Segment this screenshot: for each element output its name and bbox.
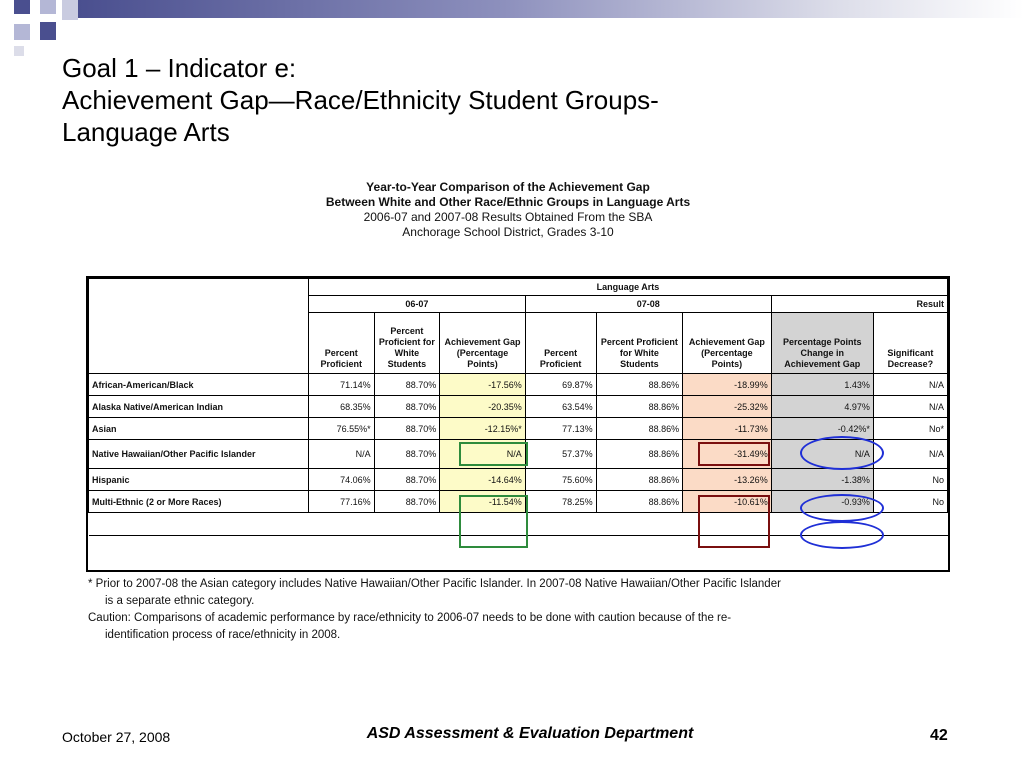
title-line-2: Achievement Gap—Race/Ethnicity Student Groups- bbox=[62, 85, 659, 115]
footer-date: October 27, 2008 bbox=[62, 729, 171, 745]
row-group-label: Multi-Ethnic (2 or More Races) bbox=[89, 491, 309, 513]
table-cell: N/A bbox=[873, 396, 947, 418]
table-cell: 68.35% bbox=[308, 396, 374, 418]
blue-highlight-ellipse bbox=[800, 521, 884, 549]
table-row bbox=[89, 374, 948, 396]
column-header: Percent Proficient for White Students bbox=[596, 313, 683, 374]
table-cell: No bbox=[873, 469, 947, 491]
table-cell: 88.86% bbox=[596, 491, 683, 513]
group-header-0708: 07-08 bbox=[525, 296, 771, 313]
table-cell: 88.86% bbox=[596, 418, 683, 440]
table-cell: -11.54% bbox=[440, 491, 525, 513]
row-group-label: African-American/Black bbox=[89, 374, 309, 396]
note-caution: Caution: Comparisons of academic performance by race/ethnicity to 2006-07 needs to be done with caution because of the re- bbox=[88, 612, 732, 624]
column-header: Percent Proficient bbox=[525, 313, 596, 374]
table-cell: -1.38% bbox=[771, 469, 873, 491]
table-notes bbox=[88, 576, 948, 644]
table-cell: -14.64% bbox=[440, 469, 525, 491]
table-cell: -0.42%* bbox=[771, 418, 873, 440]
table-cell: 63.54% bbox=[525, 396, 596, 418]
table-cell: 78.25% bbox=[525, 491, 596, 513]
table-cell: No* bbox=[873, 418, 947, 440]
table-cell: N/A bbox=[308, 440, 374, 469]
footer-department: ASD Assessment & Evaluation Department bbox=[366, 725, 694, 742]
table-cell: 88.86% bbox=[596, 469, 683, 491]
table-row bbox=[89, 396, 948, 418]
report-header-line-1: Year-to-Year Comparison of the Achievement Gap bbox=[366, 180, 650, 194]
column-header: Percentage Points Change in Achievement Gap bbox=[771, 313, 873, 374]
table-cell: 1.43% bbox=[771, 374, 873, 396]
table-row bbox=[89, 469, 948, 491]
table-cell: N/A bbox=[873, 440, 947, 469]
table-cell: 88.70% bbox=[374, 491, 440, 513]
table-cell: -12.15%* bbox=[440, 418, 525, 440]
column-header: Percent Proficient bbox=[308, 313, 374, 374]
red-highlight-box bbox=[698, 442, 770, 466]
report-header-line-4: Anchorage School District, Grades 3-10 bbox=[402, 225, 614, 239]
table-cell: -0.93% bbox=[771, 491, 873, 513]
table-cell: -17.56% bbox=[440, 374, 525, 396]
table-cell: -13.26% bbox=[683, 469, 772, 491]
table-cell: 88.86% bbox=[596, 440, 683, 469]
row-group-label: Alaska Native/American Indian bbox=[89, 396, 309, 418]
report-header-line-2: Between White and Other Race/Ethnic Groups in Language Arts bbox=[325, 195, 691, 209]
table-cell: 76.55%* bbox=[308, 418, 374, 440]
table-cell: 88.70% bbox=[374, 469, 440, 491]
title-line-1: Goal 1 – Indicator e: bbox=[62, 53, 297, 83]
table-cell: 88.86% bbox=[596, 374, 683, 396]
column-header: Significant Decrease? bbox=[873, 313, 947, 374]
row-group-label: Native Hawaiian/Other Pacific Islander bbox=[89, 440, 309, 469]
table-cell: 77.13% bbox=[525, 418, 596, 440]
table-cell: -18.99% bbox=[683, 374, 772, 396]
table-cell: No bbox=[873, 491, 947, 513]
table-corner-cell bbox=[89, 279, 309, 296]
table-cell: 74.06% bbox=[308, 469, 374, 491]
subject-header: Language Arts bbox=[308, 279, 947, 296]
table-cell: 88.70% bbox=[374, 396, 440, 418]
table-corner-cell bbox=[89, 296, 309, 313]
column-header: Achievement Gap (Percentage Points) bbox=[683, 313, 772, 374]
table-cell: N/A bbox=[873, 374, 947, 396]
note-asian-category-cont: is a separate ethnic category. bbox=[105, 595, 255, 607]
blue-highlight-ellipse bbox=[800, 436, 884, 470]
table-cell: 88.70% bbox=[374, 440, 440, 469]
group-header-0607: 06-07 bbox=[308, 296, 525, 313]
table-cell: N/A bbox=[440, 440, 525, 469]
table-cell: 88.70% bbox=[374, 418, 440, 440]
note-caution-cont: identification process of race/ethnicity in 2008. bbox=[105, 629, 341, 641]
table-cell: 77.16% bbox=[308, 491, 374, 513]
report-header bbox=[250, 180, 766, 240]
report-header-line-3: 2006-07 and 2007-08 Results Obtained From the SBA bbox=[363, 210, 653, 224]
table-cell: -10.61% bbox=[683, 491, 772, 513]
green-highlight-box bbox=[459, 442, 528, 466]
table-cell: 57.37% bbox=[525, 440, 596, 469]
table-cell: 4.97% bbox=[771, 396, 873, 418]
top-gradient-bar bbox=[78, 0, 1024, 18]
group-header-result: Result bbox=[771, 296, 947, 313]
table-cell: 71.14% bbox=[308, 374, 374, 396]
page-number: 42 bbox=[930, 727, 948, 744]
row-group-label: Hispanic bbox=[89, 469, 309, 491]
table-cell: 88.70% bbox=[374, 374, 440, 396]
blue-highlight-ellipse bbox=[800, 494, 884, 522]
table-corner-cell bbox=[89, 313, 309, 374]
table-cell: 88.86% bbox=[596, 396, 683, 418]
note-asian-category: * Prior to 2007-08 the Asian category includes Native Hawaiian/Other Pacific Islander. In 2007-08 Native Hawaiian/Other Pacific Islander bbox=[88, 578, 781, 590]
title-line-3: Language Arts bbox=[62, 117, 230, 147]
table-cell: -20.35% bbox=[440, 396, 525, 418]
table-cell: -11.73% bbox=[683, 418, 772, 440]
column-header: Achievement Gap (Percentage Points) bbox=[440, 313, 525, 374]
table-cell: 69.87% bbox=[525, 374, 596, 396]
column-header: Percent Proficient for White Students bbox=[374, 313, 440, 374]
table-row bbox=[89, 418, 948, 440]
table-cell: -25.32% bbox=[683, 396, 772, 418]
table-cell: N/A bbox=[771, 440, 873, 469]
green-highlight-box bbox=[459, 495, 528, 548]
table-cell: 75.60% bbox=[525, 469, 596, 491]
row-group-label: Asian bbox=[89, 418, 309, 440]
table-cell: -31.49% bbox=[683, 440, 772, 469]
red-highlight-box bbox=[698, 495, 770, 548]
slide-title bbox=[62, 52, 962, 148]
